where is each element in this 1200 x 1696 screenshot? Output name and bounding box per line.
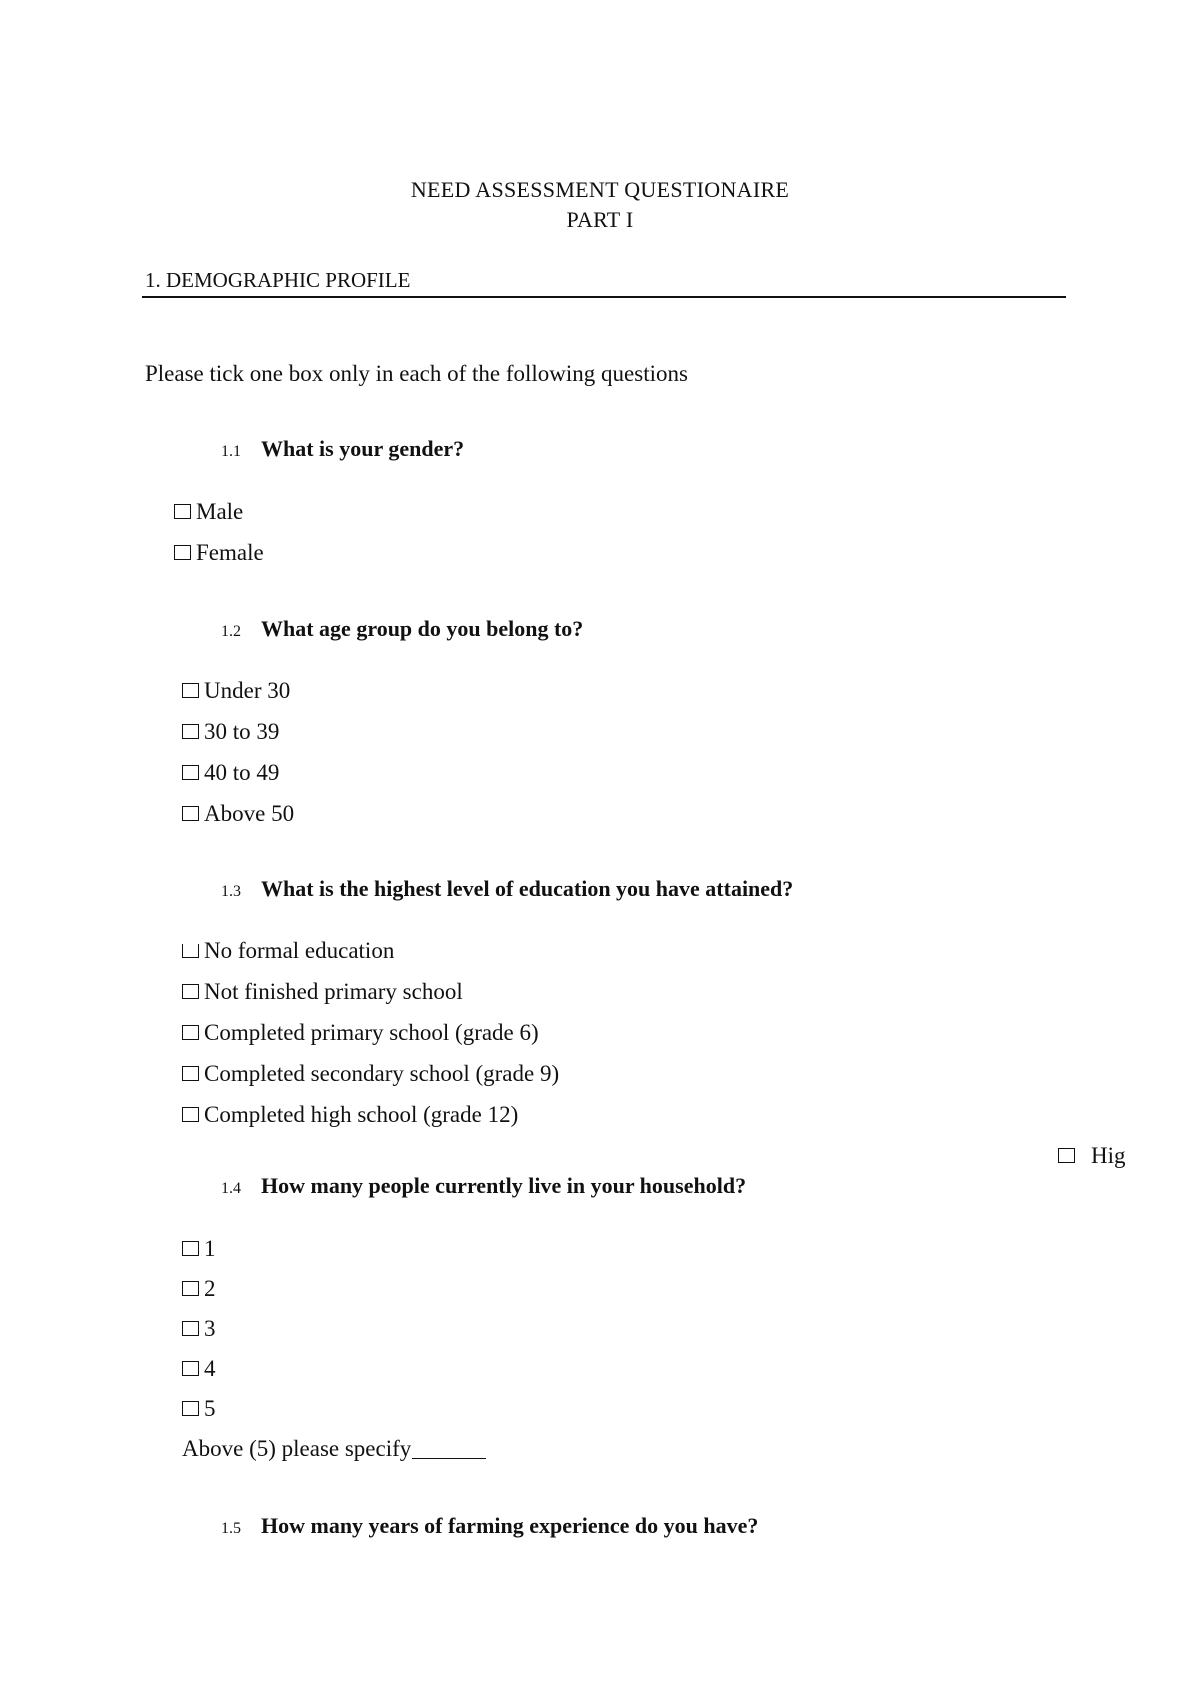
specify-blank-line[interactable] (412, 1440, 486, 1459)
section-heading: 1. DEMOGRAPHIC PROFILE (145, 268, 411, 292)
question-text: What is your gender? (261, 436, 465, 461)
option-label: 40 to 49 (204, 760, 280, 785)
option-label: Completed secondary school (grade 9) (204, 1061, 560, 1086)
option-household-2[interactable] (182, 1276, 216, 1302)
option-household-1[interactable] (182, 1236, 216, 1262)
question-text: What age group do you belong to? (261, 616, 584, 641)
option-under-30[interactable] (182, 678, 290, 704)
specify-label: Above (5) please specify (182, 1436, 412, 1461)
option-label: No formal education (204, 938, 395, 963)
checkbox[interactable] (182, 944, 199, 958)
question-1-4 (221, 1173, 746, 1199)
option-label: 5 (204, 1396, 216, 1421)
option-male[interactable] (174, 499, 243, 525)
option-label: Hig (1091, 1143, 1126, 1168)
checkbox[interactable] (182, 1241, 199, 1256)
checkbox[interactable] (182, 984, 199, 999)
document-title: NEED ASSESSMENT QUESTIONAIRE (410, 177, 790, 202)
option-label: 3 (204, 1316, 216, 1341)
option-label: Completed high school (grade 12) (204, 1102, 519, 1127)
option-no-formal-education[interactable] (182, 938, 394, 964)
option-label: Not finished primary school (204, 979, 463, 1004)
checkbox[interactable] (182, 1107, 199, 1122)
option-label: 4 (204, 1356, 216, 1381)
option-above-50[interactable] (182, 801, 294, 827)
option-label: Under 30 (204, 678, 291, 703)
option-completed-primary[interactable] (182, 1020, 539, 1046)
option-female[interactable] (174, 540, 264, 566)
question-text: How many people currently live in your household? (261, 1173, 747, 1198)
instruction-text: Please tick one box only in each of the following questions (145, 361, 688, 386)
option-label: Female (196, 540, 264, 565)
question-number: 1.5 (221, 1520, 241, 1537)
checkbox[interactable] (182, 724, 199, 739)
checkbox[interactable] (1058, 1148, 1075, 1163)
option-household-3[interactable] (182, 1316, 216, 1342)
option-label: 1 (204, 1236, 216, 1261)
checkbox[interactable] (182, 1401, 199, 1416)
option-household-5[interactable] (182, 1396, 216, 1422)
option-household-4[interactable] (182, 1356, 216, 1382)
checkbox[interactable] (182, 683, 199, 698)
option-label: 30 to 39 (204, 719, 280, 744)
checkbox[interactable] (182, 765, 199, 780)
option-label: Above 50 (204, 801, 295, 826)
option-label: Male (196, 499, 244, 524)
question-text: What is the highest level of education you have attained? (261, 876, 794, 901)
document-subtitle: PART I (566, 207, 634, 232)
checkbox[interactable] (182, 1321, 199, 1336)
household-specify-field[interactable] (182, 1436, 486, 1462)
question-1-3 (221, 876, 793, 902)
question-number: 1.4 (221, 1180, 241, 1197)
option-label: Completed primary school (grade 6) (204, 1020, 539, 1045)
option-overflow-hig[interactable] (1058, 1143, 1126, 1169)
question-number: 1.3 (221, 883, 241, 900)
checkbox[interactable] (182, 1025, 199, 1040)
question-1-2 (221, 616, 583, 642)
option-completed-secondary[interactable] (182, 1061, 559, 1087)
checkbox[interactable] (182, 1066, 199, 1081)
option-40-to-49[interactable] (182, 760, 279, 786)
checkbox[interactable] (182, 1281, 199, 1296)
checkbox[interactable] (174, 545, 191, 560)
section-divider (142, 296, 1066, 298)
question-1-1 (221, 436, 464, 462)
question-1-5 (221, 1513, 758, 1539)
question-number: 1.1 (221, 443, 241, 460)
checkbox[interactable] (182, 806, 199, 821)
checkbox[interactable] (174, 504, 191, 519)
option-not-finished-primary[interactable] (182, 979, 463, 1005)
checkbox[interactable] (182, 1361, 199, 1376)
question-number: 1.2 (221, 623, 241, 640)
option-30-to-39[interactable] (182, 719, 279, 745)
option-completed-high-school[interactable] (182, 1102, 518, 1128)
question-text: How many years of farming experience do you have? (261, 1513, 759, 1538)
option-label: 2 (204, 1276, 216, 1301)
